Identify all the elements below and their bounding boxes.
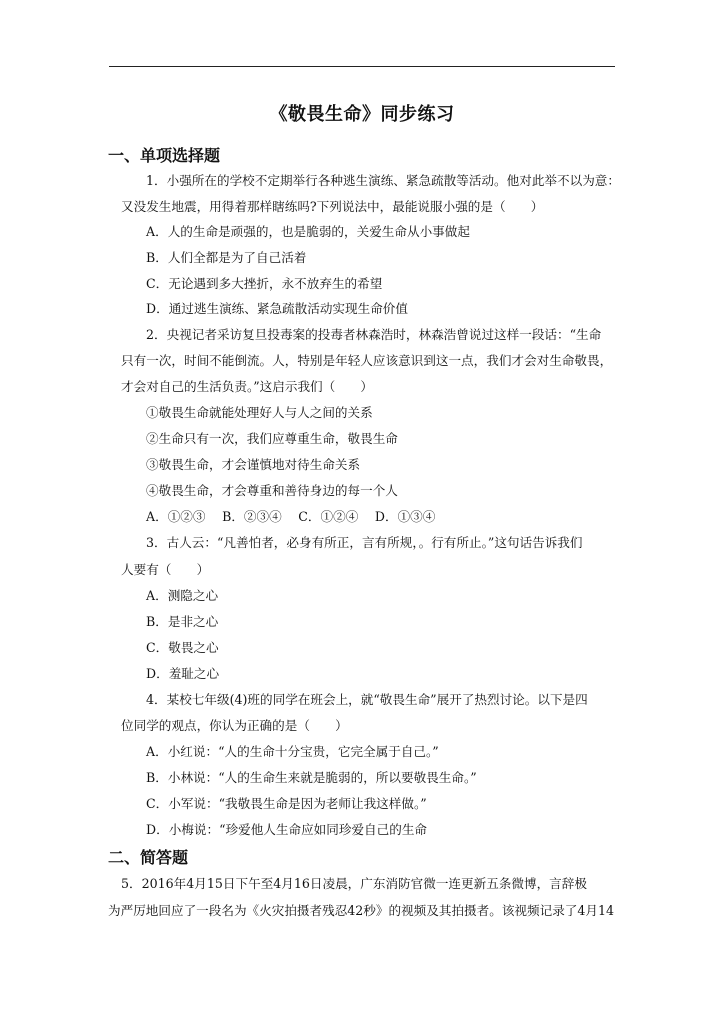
q2-statement-2: ②生命只有一次，我们应尊重生命，敬畏生命 bbox=[146, 431, 398, 446]
q2-line1: 2．央视记者采访复旦投毒案的投毒者林森浩时，林森浩曾说过这样一段话：“生命 bbox=[146, 327, 602, 342]
q1-line1: 1．小强所在的学校不定期举行各种逃生演练、紧急疏散等活动。他对此举不以为意： bbox=[146, 173, 620, 188]
q3-line2: 人要有（ ） bbox=[121, 562, 210, 577]
q4-line1: 4．某校七年级(4)班的同学在班会上，就“敬畏生命”展开了热烈讨论。以下是四 bbox=[146, 692, 588, 707]
q3-option-d: D．羞耻之心 bbox=[146, 666, 220, 681]
q2-line3: 才会对自己的生活负责。”这启示我们（ ） bbox=[121, 379, 374, 394]
page-title: 《敬畏生命》同步练习 bbox=[269, 104, 455, 125]
q4-option-b: B．小林说：“人的生命生来就是脆弱的，所以要敬畏生命。” bbox=[146, 770, 477, 785]
q4-line2: 位同学的观点，你认为正确的是（ ） bbox=[121, 718, 348, 733]
q2-statement-4: ④敬畏生命，才会尊重和善待身边的每一个人 bbox=[146, 483, 398, 498]
q4-option-a: A．小红说：“人的生命十分宝贵，它完全属于自己。” bbox=[146, 744, 439, 759]
q1-option-d: D．通过逃生演练、紧急疏散活动实现生命价值 bbox=[146, 301, 408, 316]
q3-option-a: A．测隐之心 bbox=[146, 588, 219, 603]
q2-choices: A．①②③ B．②③④ C．①②④ D．①③④ bbox=[146, 509, 436, 524]
q2-statement-3: ③敬畏生命，才会谨慎地对待生命关系 bbox=[146, 457, 361, 472]
q4-option-d: D．小梅说：“珍爱他人生命应如同珍爱自己的生命 bbox=[146, 822, 428, 837]
q3-option-b: B．是非之心 bbox=[146, 614, 219, 629]
section-heading-choice: 一、单项选择题 bbox=[108, 146, 221, 165]
q1-option-c: C．无论遇到多大挫折，永不放弃生的希望 bbox=[146, 276, 383, 291]
q2-line2: 只有一次，时间不能倒流。人，特别是年轻人应该意识到这一点，我们才会对生命敬畏， bbox=[121, 353, 613, 368]
q3-option-c: C．敬畏之心 bbox=[146, 640, 219, 655]
header-rule bbox=[109, 66, 615, 67]
section-heading-short-answer: 二、简答题 bbox=[108, 848, 189, 867]
q1-option-b: B．人们全都是为了自己活着 bbox=[146, 250, 307, 265]
q2-statement-1: ①敬畏生命就能处理好人与人之间的关系 bbox=[146, 405, 373, 420]
q5-line2: 为严厉地回应了一段名为《火灾拍摄者残忍42秒》的视频及其拍摄者。该视频记录了4月14 bbox=[108, 903, 615, 918]
q4-option-c: C．小军说：“我敬畏生命是因为老师让我这样做。” bbox=[146, 796, 427, 811]
q1-option-a: A．人的生命是顽强的，也是脆弱的，关爱生命从小事做起 bbox=[146, 224, 470, 239]
q5-line1: 5．2016年4月15日下午至4月16日凌晨，广东消防官微一连更新五条微博，言辞极 bbox=[121, 876, 587, 891]
q3-line1: 3．古人云：“凡善怕者，必身有所正，言有所规，。行有所止。”这句话告诉我们 bbox=[146, 535, 583, 550]
q1-line2: 又没发生地震，用得着那样瞎练吗?下列说法中，最能说服小强的是（ ） bbox=[121, 199, 544, 214]
